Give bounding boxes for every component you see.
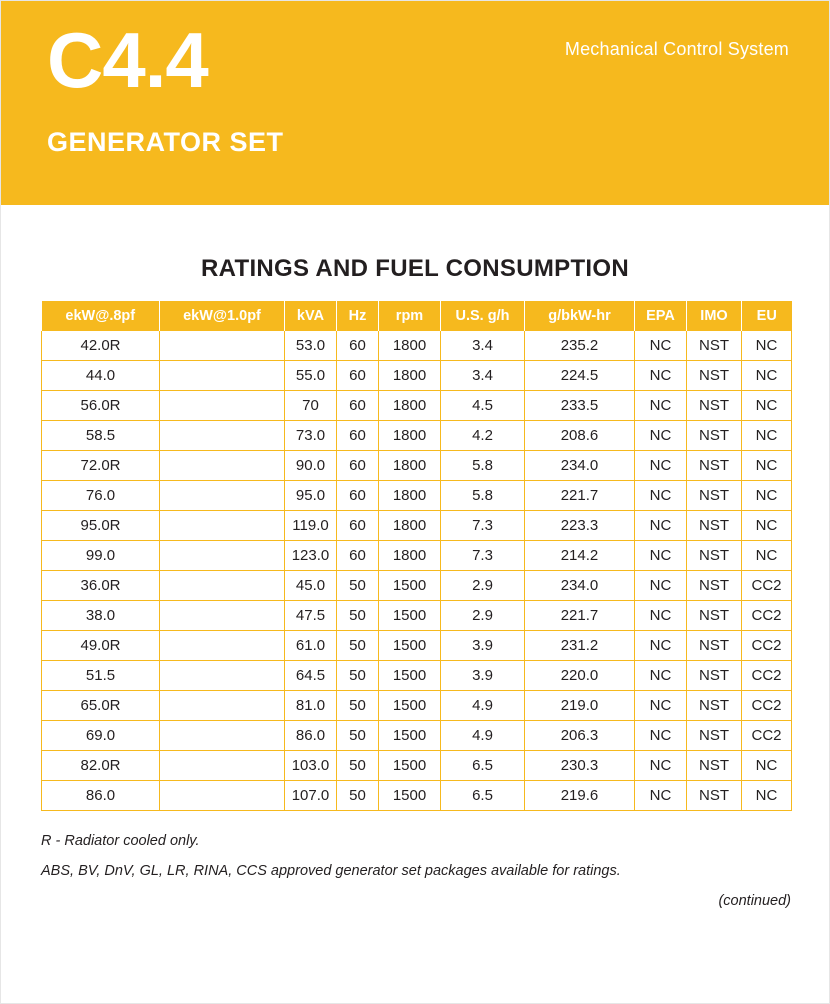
cell: 38.0 <box>42 601 160 631</box>
cell: 50 <box>337 601 379 631</box>
column-header: g/bkW-hr <box>525 301 635 331</box>
column-header: ekW@1.0pf <box>160 301 285 331</box>
cell: NC <box>742 421 792 451</box>
cell: 1800 <box>379 451 441 481</box>
cell: 49.0R <box>42 631 160 661</box>
cell: 223.3 <box>525 511 635 541</box>
cell: 95.0 <box>285 481 337 511</box>
cell <box>160 421 285 451</box>
cell: NST <box>687 691 742 721</box>
cell <box>160 781 285 811</box>
cell: 5.8 <box>441 481 525 511</box>
cell: NC <box>742 481 792 511</box>
cell: 36.0R <box>42 571 160 601</box>
cell: NST <box>687 421 742 451</box>
cell: 64.5 <box>285 661 337 691</box>
cell: NC <box>742 541 792 571</box>
table-row <box>42 631 792 661</box>
cell: NC <box>635 601 687 631</box>
cell: CC2 <box>742 571 792 601</box>
page-title: C4.4 <box>47 16 208 104</box>
cell: NC <box>635 691 687 721</box>
continued-label: (continued) <box>718 893 791 909</box>
cell: 53.0 <box>285 331 337 361</box>
cell: NC <box>742 391 792 421</box>
cell: CC2 <box>742 631 792 661</box>
cell: 1500 <box>379 571 441 601</box>
cell: 1500 <box>379 601 441 631</box>
cell: CC2 <box>742 721 792 751</box>
header-left-group <box>47 17 284 157</box>
cell: NC <box>635 511 687 541</box>
column-header: ekW@.8pf <box>42 301 160 331</box>
cell: NST <box>687 331 742 361</box>
cell: 119.0 <box>285 511 337 541</box>
cell: 1500 <box>379 661 441 691</box>
cell: 230.3 <box>525 751 635 781</box>
column-header: Hz <box>337 301 379 331</box>
cell: 61.0 <box>285 631 337 661</box>
table-row <box>42 691 792 721</box>
cell: NC <box>635 751 687 781</box>
cell: 7.3 <box>441 541 525 571</box>
cell: CC2 <box>742 601 792 631</box>
header-band <box>1 1 829 205</box>
cell: 47.5 <box>285 601 337 631</box>
cell: 95.0R <box>42 511 160 541</box>
cell: NC <box>635 571 687 601</box>
cell <box>160 661 285 691</box>
cell: 3.4 <box>441 361 525 391</box>
cell: 2.9 <box>441 571 525 601</box>
product-subtitle: GENERATOR SET <box>47 127 284 157</box>
cell: 1800 <box>379 331 441 361</box>
cell: 44.0 <box>42 361 160 391</box>
cell: NST <box>687 661 742 691</box>
cell: NST <box>687 721 742 751</box>
cell: 6.5 <box>441 751 525 781</box>
cell <box>160 571 285 601</box>
cell: 231.2 <box>525 631 635 661</box>
cell: 1500 <box>379 631 441 661</box>
cell <box>160 481 285 511</box>
table-row <box>42 751 792 781</box>
cell <box>160 331 285 361</box>
cell: 103.0 <box>285 751 337 781</box>
cell: 58.5 <box>42 421 160 451</box>
cell: NC <box>635 331 687 361</box>
cell: NC <box>742 451 792 481</box>
cell <box>160 451 285 481</box>
column-header: EU <box>742 301 792 331</box>
column-header: IMO <box>687 301 742 331</box>
cell: NC <box>742 361 792 391</box>
cell <box>160 601 285 631</box>
cell: 6.5 <box>441 781 525 811</box>
cell: 3.4 <box>441 331 525 361</box>
cell: 60 <box>337 421 379 451</box>
cell: 107.0 <box>285 781 337 811</box>
cell: NST <box>687 511 742 541</box>
column-header: rpm <box>379 301 441 331</box>
column-header: U.S. g/h <box>441 301 525 331</box>
cell: NST <box>687 631 742 661</box>
table-row <box>42 481 792 511</box>
cell: NC <box>635 481 687 511</box>
table-row <box>42 781 792 811</box>
table-body <box>42 331 792 811</box>
cell: 60 <box>337 481 379 511</box>
cell: 50 <box>337 721 379 751</box>
cell: 45.0 <box>285 571 337 601</box>
cell: 1500 <box>379 781 441 811</box>
cell: 72.0R <box>42 451 160 481</box>
cell: 50 <box>337 631 379 661</box>
cell <box>160 361 285 391</box>
cell: 69.0 <box>42 721 160 751</box>
cell: 224.5 <box>525 361 635 391</box>
cell: 90.0 <box>285 451 337 481</box>
cell: 221.7 <box>525 601 635 631</box>
cell: 234.0 <box>525 451 635 481</box>
cell <box>160 721 285 751</box>
table-header-row <box>42 301 792 331</box>
table-row <box>42 541 792 571</box>
cell: 60 <box>337 511 379 541</box>
cell: NC <box>635 541 687 571</box>
cell: 65.0R <box>42 691 160 721</box>
cell: 4.2 <box>441 421 525 451</box>
cell: 1800 <box>379 541 441 571</box>
cell: 60 <box>337 331 379 361</box>
cell: 70 <box>285 391 337 421</box>
cell: NC <box>635 361 687 391</box>
cell: CC2 <box>742 691 792 721</box>
cell: NC <box>742 781 792 811</box>
cell: 50 <box>337 571 379 601</box>
table-row <box>42 451 792 481</box>
cell: 99.0 <box>42 541 160 571</box>
cell: 1800 <box>379 481 441 511</box>
ratings-table <box>41 301 792 811</box>
cell: 208.6 <box>525 421 635 451</box>
cell: 51.5 <box>42 661 160 691</box>
cell: 3.9 <box>441 661 525 691</box>
footnotes <box>41 833 791 909</box>
cell: NST <box>687 481 742 511</box>
table-row <box>42 421 792 451</box>
control-system-label: Mechanical Control System <box>564 39 789 59</box>
cell <box>160 631 285 661</box>
cell: NC <box>635 451 687 481</box>
cell: 60 <box>337 391 379 421</box>
cell: NST <box>687 391 742 421</box>
cell: NC <box>635 421 687 451</box>
cell: NST <box>687 361 742 391</box>
cell: NC <box>635 781 687 811</box>
cell: 3.9 <box>441 631 525 661</box>
cell: 1800 <box>379 391 441 421</box>
cell: 60 <box>337 541 379 571</box>
cell: 56.0R <box>42 391 160 421</box>
cell: NST <box>687 541 742 571</box>
table-row <box>42 391 792 421</box>
cell: NST <box>687 751 742 781</box>
cell: NST <box>687 451 742 481</box>
cell: 123.0 <box>285 541 337 571</box>
cell: NC <box>742 331 792 361</box>
cell: 221.7 <box>525 481 635 511</box>
table-row <box>42 601 792 631</box>
cell: 50 <box>337 661 379 691</box>
cell: NC <box>635 721 687 751</box>
cell: 60 <box>337 451 379 481</box>
cell: 82.0R <box>42 751 160 781</box>
cell: 73.0 <box>285 421 337 451</box>
cell: 50 <box>337 781 379 811</box>
cell: NC <box>742 751 792 781</box>
cell: 4.9 <box>441 721 525 751</box>
cell: 220.0 <box>525 661 635 691</box>
cell: 1500 <box>379 751 441 781</box>
cell: 1800 <box>379 361 441 391</box>
cell: 55.0 <box>285 361 337 391</box>
cell: 1500 <box>379 691 441 721</box>
cell: 86.0 <box>285 721 337 751</box>
cell <box>160 391 285 421</box>
cell <box>160 541 285 571</box>
cell: 214.2 <box>525 541 635 571</box>
footnote: R - Radiator cooled only. <box>41 833 200 849</box>
section-title: RATINGS AND FUEL CONSUMPTION <box>201 255 629 282</box>
cell: 50 <box>337 691 379 721</box>
cell: 2.9 <box>441 601 525 631</box>
cell: NC <box>742 511 792 541</box>
cell: CC2 <box>742 661 792 691</box>
cell: 233.5 <box>525 391 635 421</box>
cell: 76.0 <box>42 481 160 511</box>
document-body <box>1 255 829 909</box>
cell: 5.8 <box>441 451 525 481</box>
cell: 206.3 <box>525 721 635 751</box>
cell: 86.0 <box>42 781 160 811</box>
cell: 4.9 <box>441 691 525 721</box>
table-row <box>42 361 792 391</box>
cell: 234.0 <box>525 571 635 601</box>
column-header: kVA <box>285 301 337 331</box>
cell: NST <box>687 571 742 601</box>
column-header: EPA <box>635 301 687 331</box>
table-row <box>42 331 792 361</box>
cell: 60 <box>337 361 379 391</box>
cell <box>160 691 285 721</box>
cell: NST <box>687 601 742 631</box>
cell: 1800 <box>379 511 441 541</box>
footnote: ABS, BV, DnV, GL, LR, RINA, CCS approved generator set packages available for ratings. <box>41 863 621 879</box>
cell: NC <box>635 391 687 421</box>
cell: 235.2 <box>525 331 635 361</box>
cell: 4.5 <box>441 391 525 421</box>
cell <box>160 751 285 781</box>
cell: 219.6 <box>525 781 635 811</box>
cell: 42.0R <box>42 331 160 361</box>
cell: NST <box>687 781 742 811</box>
cell: 7.3 <box>441 511 525 541</box>
table-row <box>42 721 792 751</box>
table-row <box>42 571 792 601</box>
table-row <box>42 661 792 691</box>
cell <box>160 511 285 541</box>
cell: 1500 <box>379 721 441 751</box>
cell: 50 <box>337 751 379 781</box>
cell: NC <box>635 631 687 661</box>
cell: 219.0 <box>525 691 635 721</box>
cell: NC <box>635 661 687 691</box>
cell: 81.0 <box>285 691 337 721</box>
cell: 1800 <box>379 421 441 451</box>
table-row <box>42 511 792 541</box>
